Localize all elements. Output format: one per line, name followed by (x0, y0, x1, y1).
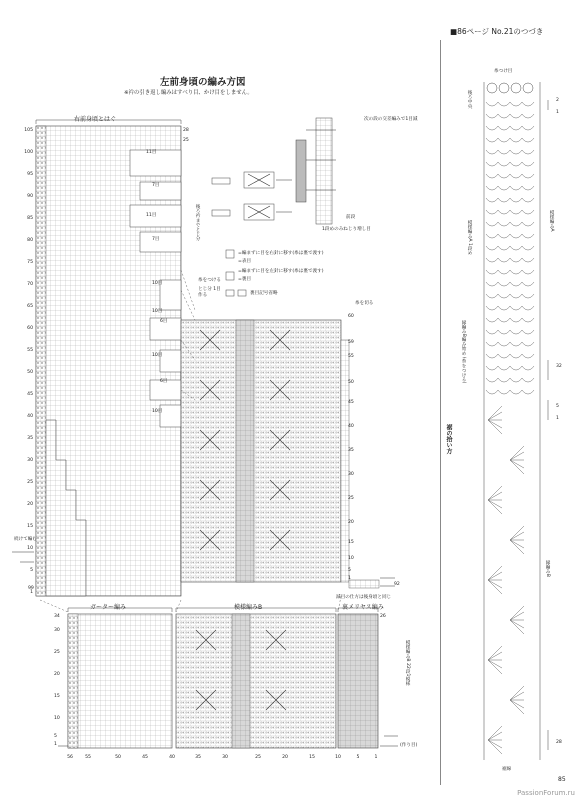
row-label: 25 (348, 496, 354, 501)
svg-text:40: 40 (169, 755, 175, 760)
section-top-label: 右前身頃とはぐ (74, 116, 117, 123)
row-label: 15 (348, 540, 354, 545)
row-label: 59 (348, 340, 354, 345)
mark-label: 5 (556, 404, 559, 409)
svg-text:45: 45 (142, 755, 148, 760)
svg-text:85: 85 (27, 216, 33, 221)
page-number: 85 (558, 776, 566, 783)
pattern-a-label: 模様編みA (549, 210, 554, 232)
turn-label: 10目 (152, 353, 163, 358)
turn-label: 6目 (160, 319, 168, 324)
svg-text:60: 60 (27, 326, 33, 331)
row-label: 10 (348, 556, 354, 561)
one-make-label: とじ分 1目作る (198, 287, 221, 298)
svg-text:65: 65 (27, 304, 33, 309)
next-cross-label: 次の段の交差編みで1目減 (364, 117, 418, 122)
svg-text:40: 40 (27, 414, 33, 419)
svg-text:5: 5 (30, 568, 33, 573)
svg-text:25: 25 (27, 480, 33, 485)
row-label: 1 (348, 576, 351, 581)
pattern-b-start-label: 縁編みB編み始め (糸をつける) (461, 320, 466, 384)
pattern-a-one-label: 模様編みA 1段め (467, 220, 472, 256)
label-99: 99 (28, 586, 34, 591)
svg-text:80: 80 (27, 238, 33, 243)
row-label: 50 (348, 380, 354, 385)
svg-text:56: 56 (67, 755, 73, 760)
turn-label: 7目 (152, 183, 160, 188)
row-label: 20 (348, 520, 354, 525)
back-center-label: 後ろ中央 (467, 90, 472, 109)
svg-text:15: 15 (309, 755, 315, 760)
label-28: 28 (183, 128, 189, 133)
row-label: 55 (348, 354, 354, 359)
turn-label: 10目 (152, 309, 163, 314)
row-label: 1 (54, 742, 57, 747)
svg-text:30: 30 (27, 458, 33, 463)
turn-label: 10目 (152, 409, 163, 414)
svg-text:5: 5 (356, 755, 360, 760)
cut-yarn-label: 糸を切る (355, 301, 374, 306)
continue-label: 続けて編む (14, 537, 37, 542)
yarn-attach-label: 糸をつける (198, 278, 221, 283)
svg-text:20: 20 (27, 502, 33, 507)
svg-text:105: 105 (24, 128, 33, 133)
row-label: 45 (348, 400, 354, 405)
label-26: 26 (380, 614, 386, 619)
garter-grid (68, 614, 172, 748)
mark-label: 1 (556, 110, 559, 115)
section-patternb-label: 模様編みB (234, 604, 263, 611)
section-garter-label: ガーター編み (90, 604, 127, 611)
row-label: 5 (348, 568, 351, 573)
reverse-label: 後ろ衿までとじ分 (195, 204, 200, 241)
svg-text:50: 50 (27, 370, 33, 375)
legend-5: 裏目記号省略 (250, 291, 278, 296)
svg-text:100: 100 (24, 150, 33, 155)
svg-text:95: 95 (27, 172, 33, 177)
label-25: 25 (183, 138, 189, 143)
pattern-b-label: 縁編みB (545, 560, 550, 577)
turn-label: 6目 (160, 379, 168, 384)
hem-label: 裾線 (502, 767, 512, 772)
turn-label: 11目 (146, 213, 157, 218)
legend-2: =表目 (238, 259, 252, 264)
svg-text:35: 35 (27, 436, 33, 441)
mark-label: 28 (556, 740, 562, 745)
svg-text:25: 25 (255, 755, 261, 760)
svg-text:10: 10 (27, 546, 33, 551)
mark-label: 32 (556, 364, 562, 369)
svg-text:50: 50 (115, 755, 121, 760)
turn-label: 11目 (146, 150, 157, 155)
hem-pickup-title: 裾の拾い方 (445, 424, 452, 454)
row-label: 20 (54, 672, 60, 677)
row-label: 15 (54, 694, 60, 699)
section-ura-label: 裏メリヤス編み (342, 604, 384, 611)
legend-1: =編まずに目を右針に移す(糸は裏で渡す) (238, 251, 324, 256)
turn-label: 7目 (152, 237, 160, 242)
svg-text:55: 55 (27, 348, 33, 353)
svg-text:55: 55 (85, 755, 91, 760)
label-92: 92 (394, 582, 400, 587)
svg-text:45: 45 (27, 392, 33, 397)
row-label: 5 (54, 734, 57, 739)
svg-text:30: 30 (222, 755, 228, 760)
turn-label: 10目 (152, 281, 163, 286)
decrease-note: 減目の仕方は後身頃と同じ (336, 595, 392, 600)
page-title: 左前身頃の編み方図 (160, 77, 246, 88)
row-label: 30 (54, 628, 60, 633)
legend-4: =裏目 (238, 277, 252, 282)
ura-grid (338, 614, 378, 748)
legend-3: =編まずに目を左針に移す(糸は裏で渡す) (238, 269, 324, 274)
hem-pickup-diagram (440, 40, 581, 785)
mark-label: 1 (556, 416, 559, 421)
page-note: ※衿の引き返し編みはすべり目、かけ目をしません。 (124, 90, 253, 96)
row-label: 10 (54, 716, 60, 721)
mark-label: 2 (556, 98, 559, 103)
svg-text:1: 1 (30, 590, 33, 595)
watermark: PassionForum.ru (517, 789, 575, 797)
prev-row-label: 前段 (346, 215, 356, 220)
svg-text:70: 70 (27, 282, 33, 287)
svg-text:10: 10 (335, 755, 341, 760)
row-label: 34 (54, 614, 60, 619)
row-label: 40 (348, 424, 354, 429)
pattern-b-upper (181, 320, 341, 582)
svg-text:75: 75 (27, 260, 33, 265)
row-label: 25 (54, 650, 60, 655)
svg-text:15: 15 (27, 524, 33, 529)
row-label: 35 (348, 448, 354, 453)
svg-text:35: 35 (195, 755, 201, 760)
cast-on-label: (作り目) (400, 743, 418, 748)
twist-inc-label: 1段めのみねじり増し目 (322, 227, 371, 232)
yarn-end-label: 糸つけ目 (494, 69, 513, 74)
svg-text:1: 1 (374, 755, 378, 760)
svg-text:90: 90 (27, 194, 33, 199)
cross-detail-grid (316, 118, 332, 224)
page-reference: ■86ページ No.21のつづき (450, 27, 544, 36)
row-label: 30 (348, 472, 354, 477)
side-pattern-label: 模様編みB 22段1模様 (405, 640, 410, 686)
svg-text:20: 20 (282, 755, 288, 760)
row-label: 60 (348, 314, 354, 319)
